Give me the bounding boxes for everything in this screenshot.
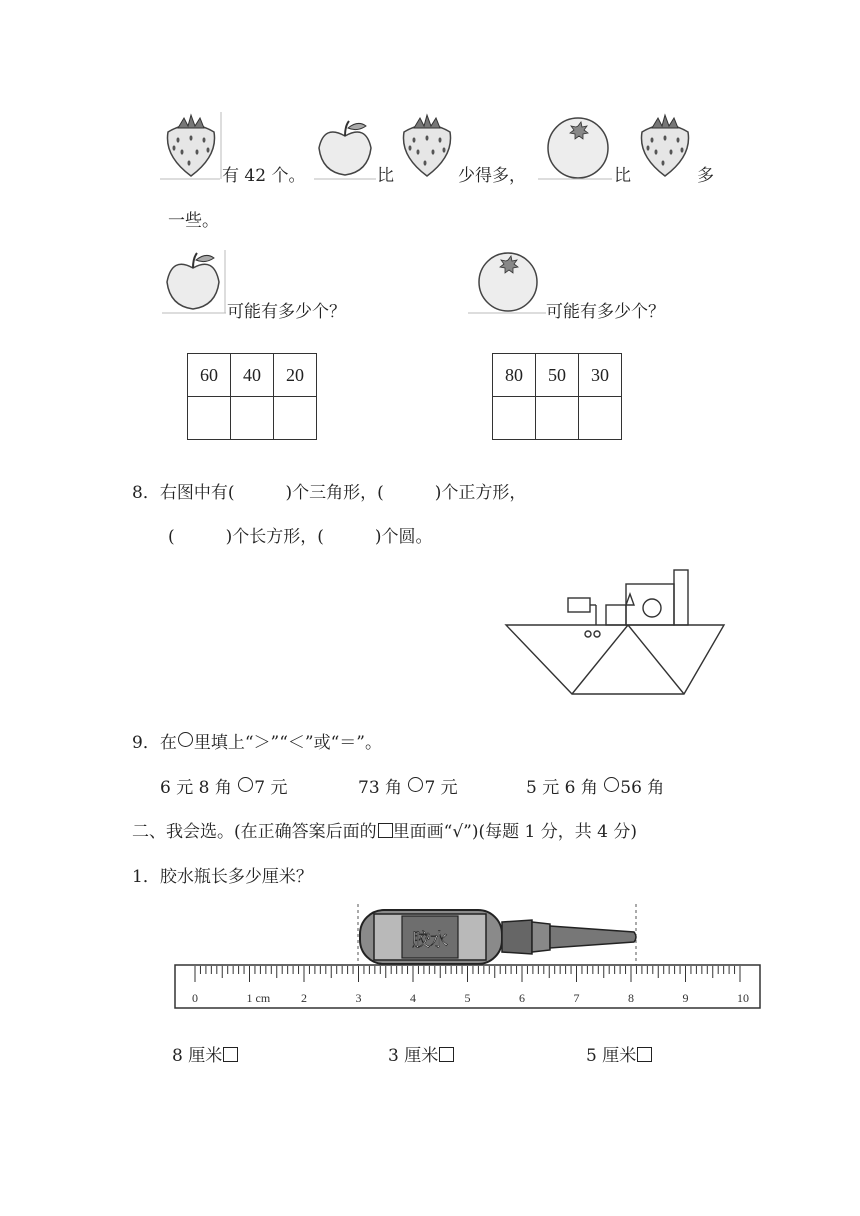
glue-bottle-figure [350,902,645,972]
answer-cell[interactable] [231,397,274,440]
orange-option-cell: 30 [579,354,622,397]
q9-instruction: 9．在 里填上“＞”“＜”或“＝”。 [132,733,382,753]
apple-option-cell: 40 [231,354,274,397]
strawberry-icon [396,112,458,180]
answer-checkbox[interactable] [637,1047,652,1062]
q8-line1: 8．右图中有( )个三角形，( )个正方形， [132,483,527,503]
ruler-number: 5 [464,991,471,1005]
answer-cell[interactable] [579,397,622,440]
q9-item-1: 6 元 8 角 7 元 [160,778,288,798]
answer-cell[interactable] [493,397,536,440]
answer-cell[interactable] [188,397,231,440]
checkbox-icon [378,823,393,838]
ruler-number: 2 [301,991,307,1005]
section2-title: 二、我会选。(在正确答案后面的 里面画“√”)(每题 1 分，共 4 分) [132,822,637,842]
orange-icon [538,114,612,180]
ruler-number: 6 [519,991,525,1005]
ruler-number: 0 [192,991,198,1005]
ruler-number: 1 cm [246,991,271,1005]
apple-option-cell: 20 [274,354,317,397]
ruler-number: 4 [410,991,416,1005]
q7-line2: 一些。 [168,211,219,231]
q7-bi-2: 比 [614,166,631,186]
answer-cell[interactable] [274,397,317,440]
s2q1-question: 1．胶水瓶长多少厘米？ [132,867,313,887]
q7-more: 多 [697,166,714,186]
apple-icon [162,250,226,314]
answer-checkbox[interactable] [223,1047,238,1062]
apple-icon [314,118,376,180]
q7-bi-1: 比 [377,166,394,186]
answer-circle[interactable] [238,777,253,792]
apple-options-table [187,353,317,440]
answer-cell[interactable] [536,397,579,440]
strawberry-icon [160,112,222,180]
q8-line2: ( )个长方形，( )个圆。 [168,527,433,547]
q9-item-3: 5 元 6 角 56 角 [526,778,665,798]
q7-has-count: 有 42 个。 [222,166,306,186]
ruler-number: 8 [628,991,634,1005]
option-5cm: 5 厘米 [586,1041,652,1066]
boat-shapes-figure [500,564,730,700]
orange-option-cell: 80 [493,354,536,397]
orange-icon [468,250,546,314]
answer-checkbox[interactable] [439,1047,454,1062]
answer-circle[interactable] [408,777,423,792]
orange-question: 可能有多少个？ [546,302,665,322]
ruler-number: 3 [355,991,362,1005]
compare-circle-icon [178,732,193,747]
orange-options-table [492,353,622,440]
strawberry-icon [634,112,696,180]
ruler [174,964,762,1010]
apple-question: 可能有多少个？ [227,302,346,322]
answer-circle[interactable] [604,777,619,792]
orange-option-cell: 50 [536,354,579,397]
option-3cm: 3 厘米 [388,1041,454,1066]
option-8cm: 8 厘米 [172,1041,238,1066]
apple-option-cell: 60 [188,354,231,397]
ruler-number: 10 [737,991,749,1005]
glue-label: 胶水 [412,930,448,951]
ruler-number: 7 [573,991,580,1005]
ruler-number: 9 [682,991,689,1005]
q7-less-much: 少得多， [458,166,526,186]
q9-item-2: 73 角 7 元 [358,778,458,798]
